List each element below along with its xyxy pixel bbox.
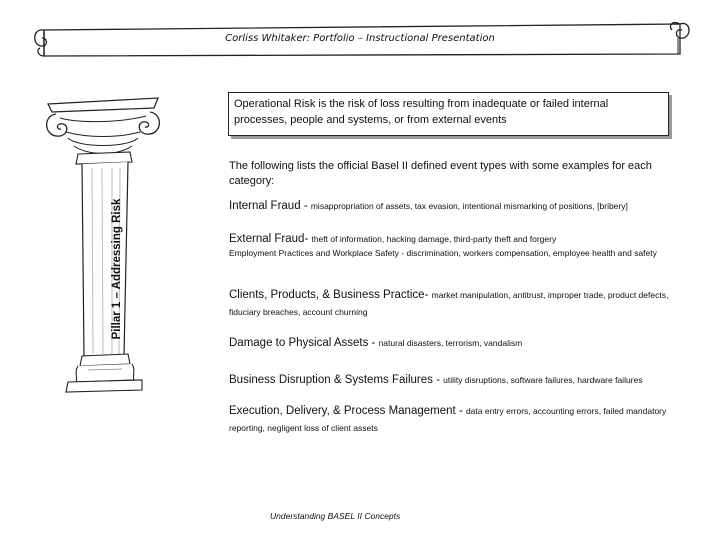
event-examples: theft of information, hacking damage, third-party theft and forgery: [311, 234, 557, 244]
event-internal-fraud: [229, 196, 699, 214]
event-business-disruption: [229, 370, 699, 388]
event-examples: market manipulation, antitrust, improper trade, product defects, fiduciary breaches, account churning: [229, 290, 669, 317]
event-separator: -: [368, 337, 379, 349]
event-examples: utility disruptions, software failures, hardware failures: [443, 375, 643, 385]
event-examples: natural disasters, terrorism, vandalism: [378, 338, 523, 348]
event-external-fraud: [229, 229, 699, 260]
event-execution-delivery: [229, 402, 699, 436]
event-separator: -: [424, 289, 432, 301]
event-name: Internal Fraud: [229, 200, 301, 212]
event-name: Clients, Products, & Business Practice: [229, 289, 425, 301]
page-title: Corliss Whitaker: Portfolio – Instructional Presentation: [225, 33, 495, 44]
event-employment-practices: Employment Practices and Workplace Safety - discrimination, workers compensation, employee health and safety: [229, 248, 657, 258]
event-separator: -: [300, 200, 311, 212]
event-examples: data entry errors, accounting errors, failed mandatory reporting, negligent loss of client assets: [229, 406, 667, 433]
event-separator: -: [304, 233, 312, 245]
event-name: Execution, Delivery, & Process Management: [229, 405, 456, 417]
event-name: External Fraud: [229, 233, 305, 245]
event-name: Damage to Physical Assets: [229, 337, 369, 349]
intro-text: The following lists the official Basel II defined event types with some examples for each category:: [229, 160, 652, 187]
pillar-illustration: [38, 92, 168, 532]
event-examples: misappropriation of assets, tax evasion, intentional mismarking of positions, [bribery]: [310, 201, 628, 211]
footer-text: Understanding BASEL II Concepts: [270, 511, 401, 521]
definition-text: Operational Risk is the risk of loss resulting from inadequate or failed internal processes, people and systems, or from external events: [234, 98, 609, 126]
event-clients-products: [229, 286, 699, 320]
pillar-label: Pillar 1 – Addressing Risk: [111, 198, 123, 340]
definition-box: [228, 92, 669, 136]
event-separator: -: [432, 374, 444, 386]
event-separator: -: [455, 405, 466, 417]
event-name: Business Disruption & Systems Failures: [229, 374, 433, 386]
event-damage-physical-assets: [229, 333, 699, 351]
